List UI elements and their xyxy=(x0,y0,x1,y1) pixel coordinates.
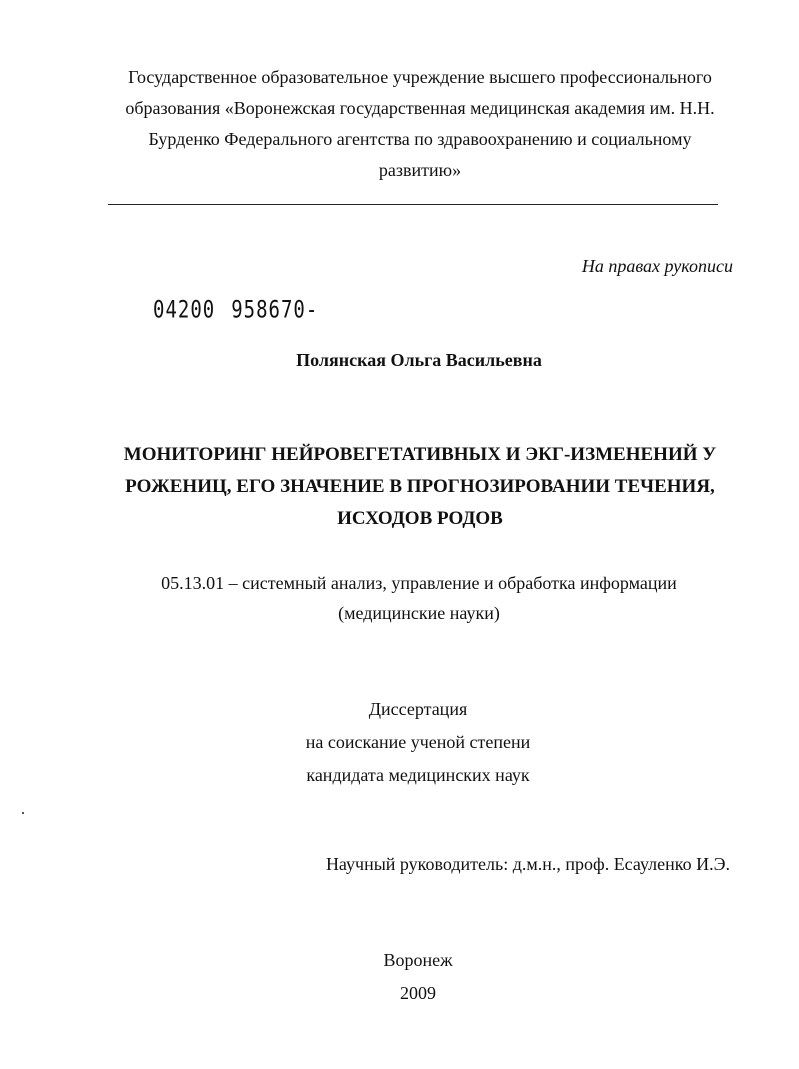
year: 2009 xyxy=(400,983,436,1003)
author-name: Полянская Ольга Васильевна xyxy=(296,350,542,370)
supervisor: Научный руководитель: д.м.н., проф. Есауленко И.Э. xyxy=(325,854,730,874)
scan-speck xyxy=(22,812,24,814)
library-stamp-code xyxy=(153,296,318,324)
title-line: МОНИТОРИНГ НЕЙРОВЕГЕТАТИВНЫХ И ЭКГ-ИЗМЕНЕНИЙ У xyxy=(123,444,717,465)
title-line: ИСХОДОВ РОДОВ xyxy=(337,508,503,529)
institution-line: Бурденко Федерального агентства по здравоохранению и социальному xyxy=(148,129,692,149)
dissertation-title xyxy=(80,439,760,535)
degree-line: Диссертация xyxy=(368,699,468,719)
degree-statement xyxy=(218,693,618,792)
city: Воронеж xyxy=(383,950,453,970)
institution-line: развитию» xyxy=(378,160,462,180)
institution-line: образования «Воронежская государственная медицинская академия им. Н.Н. xyxy=(125,98,715,118)
specialty-line-1: 05.13.01 – системный анализ, управление и обработка информации xyxy=(161,573,677,593)
specialty-code xyxy=(100,568,738,628)
degree-line: кандидата медицинских наук xyxy=(306,765,530,785)
stamp-code-part-2: 958670 xyxy=(231,296,306,324)
degree-line: на соискание ученой степени xyxy=(305,732,531,752)
institution-header xyxy=(100,62,740,186)
stamp-code-part-1: 04200 xyxy=(153,296,216,324)
rights-note: На правах рукописи xyxy=(581,256,733,276)
institution-line: Государственное образовательное учреждение высшего профессионального xyxy=(128,67,712,87)
place-and-year xyxy=(268,944,568,1010)
stamp-dash: - xyxy=(305,296,319,324)
title-line: РОЖЕНИЦ, ЕГО ЗНАЧЕНИЕ В ПРОГНОЗИРОВАНИИ ТЕЧЕНИЯ, xyxy=(125,476,715,497)
header-divider xyxy=(108,204,718,205)
specialty-line-2: (медицинские науки) xyxy=(338,603,500,623)
